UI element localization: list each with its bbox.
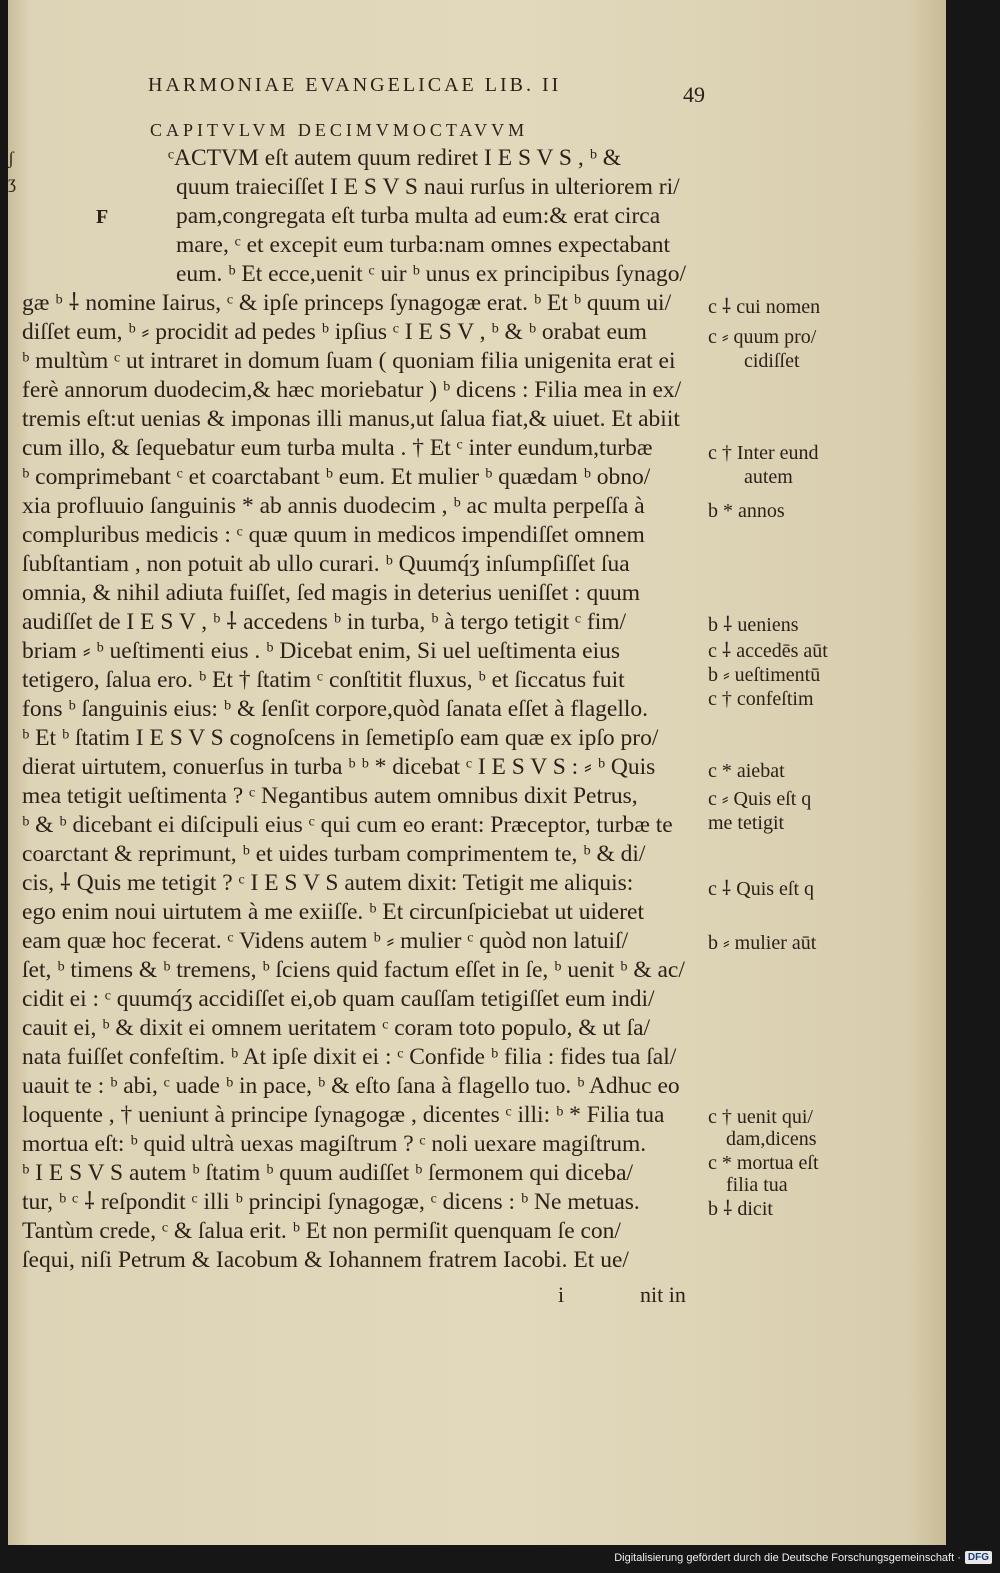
margin-note: c * aiebat <box>708 760 785 782</box>
margin-note: autem <box>744 466 793 488</box>
text-line: cidit ei : ᶜ quumq́ʒ accidiſſet ei,ob quam cauſſam tetigiſſet eum indi/ <box>22 986 655 1012</box>
margin-note: filia tua <box>726 1174 788 1196</box>
book-page <box>8 0 946 1545</box>
text-line: ſubſtantiam , non potuit ab ullo curari. ᵇ Quumq́ʒ inſumpſiſſet ſua <box>22 551 630 577</box>
text-line: tur, ᵇ ᶜ ⸸ reſpondit ᶜ illi ᵇ principi ſynagogæ, ᶜ dicens : ᵇ Ne metuas. <box>22 1189 640 1215</box>
margin-note: c † confeſtim <box>708 688 814 710</box>
text-line: ſequi, niſi Petrum & Iacobum & Iohannem fratrem Iacobi. Et ue/ <box>22 1247 629 1273</box>
margin-note: b ⸗ ueſtimentū <box>708 664 821 686</box>
text-line: eam quæ hoc fecerat. ᶜ Videns autem ᵇ ⸗ mulier ᶜ quòd non latuiſ/ <box>22 928 629 954</box>
margin-note: cidiſſet <box>744 350 800 372</box>
margin-note: b ⸗ mulier aūt <box>708 932 817 954</box>
text-line: xia profluuio ſanguinis * ab annis duodecim , ᵇ ac multa perpeſſa à <box>22 493 645 519</box>
text-line: ᵇ comprimebant ᶜ et coarctabant ᵇ eum. Et mulier ᵇ quædam ᵇ obno/ <box>22 464 651 490</box>
text-line: omnia, & nihil adiuta fuiſſet, ſed magis in deterius ueniſſet : quum <box>22 580 641 606</box>
margin-note: c ⸸ cui nomen <box>708 296 821 318</box>
page-number: 49 <box>683 82 705 107</box>
text-line: fons ᵇ ſanguinis eius: ᵇ & ſenſit corpore,quòd ſanata eſſet à flagello. <box>22 696 649 722</box>
catchword: nit in <box>640 1282 686 1307</box>
text-line: nata fuiſſet confeſtim. ᵇ At ipſe dixit ei : ᶜ Confide ᵇ filia : fides tua ſal/ <box>22 1044 677 1070</box>
margin-note: c † uenit qui/ <box>708 1106 813 1128</box>
margin-note: c * mortua eſt <box>708 1152 819 1174</box>
text-line: ᵇ & ᵇ dicebant ei diſcipuli eius ᶜ qui cum eo erant: Præceptor, turbæ te <box>22 812 673 838</box>
text-line: loquente , † ueniunt à principe ſynagogæ , dicentes ᶜ illi: ᵇ * Filia tua <box>22 1102 665 1128</box>
text-line: uauit te : ᵇ abi, ᶜ uade ᵇ in pace, ᵇ & eſto ſana à flagello tuo. ᵇ Adhuc eo <box>22 1073 680 1099</box>
text-line: diſſet eum, ᵇ ⸗ procidit ad pedes ᵇ ipſius ᶜ I E S V , ᵇ & ᵇ orabat eum <box>22 319 647 345</box>
text-line: ſet, ᵇ timens & ᵇ tremens, ᵇ ſciens quid factum eſſet in ſe, ᵇ uenit ᵇ & ac/ <box>22 957 685 983</box>
running-head: HARMONIAE EVANGELICAE LIB. II <box>148 74 562 96</box>
margin-note: c † Inter eund <box>708 442 819 464</box>
margin-note: b ⸸ dicit <box>708 1198 773 1220</box>
margin-note: c ⸗ quum pro/ <box>708 326 817 348</box>
text-line: audiſſet de I E S V , ᵇ ⸸ accedens ᵇ in turba, ᵇ à tergo tetigit ᶜ fim/ <box>22 609 627 635</box>
text-line: ᵇ Et ᵇ ſtatim I E S V S cognoſcens in ſemetipſo eam quæ ex ipſo pro/ <box>22 725 659 751</box>
margin-note: b * annos <box>708 500 785 522</box>
dfg-logo-icon: DFG <box>965 1551 992 1564</box>
text-line: mea tetigit ueſtimenta ? ᶜ Negantibus autem omnibus dixit Petrus, <box>22 783 638 809</box>
text-line: briam ⸗ ᵇ ueſtimenti eius . ᵇ Dicebat enim, Si uel ueſtimenta eius <box>22 638 620 664</box>
signature-mark: i <box>558 1282 565 1307</box>
text-line: dierat uirtutem, conuerſus in turba ᵇ ᵇ * dicebat ᶜ I E S V S : ⸗ ᵇ Quis <box>22 754 656 780</box>
text-line: cum illo, & ſequebatur eum turba multa . † Et ᶜ inter eundum,turbæ <box>22 435 653 461</box>
text-line: ᵇ multùm ᶜ ut intraret in domum ſuam ( quoniam filia unigenita erat ei <box>22 348 676 374</box>
text-line: mortua eſt: ᵇ quid ultrà uexas magiſtrum ? ᶜ noli uexare magiſtrum. <box>22 1131 647 1157</box>
text-line: pam,congregata eſt turba multa ad eum:& erat circa <box>176 203 661 229</box>
text-line: ego enim noui uirtutem à me exiiſſe. ᵇ Et circunſpiciebat ut uideret <box>22 899 644 925</box>
chapter-title: CAPITVLVM DECIMVMOCTAVVM <box>150 120 529 140</box>
margin-note: c ⸸ Quis eſt q <box>708 878 815 900</box>
digitization-credit <box>614 1551 992 1564</box>
text-line: ᵇ I E S V S autem ᵇ ſtatim ᵇ quum audiſſet ᵇ ſermonem qui diceba/ <box>22 1160 634 1186</box>
gutter-mark: ʃ <box>8 148 14 168</box>
margin-note: dam,dicens <box>726 1128 817 1150</box>
margin-section-letter: F <box>96 206 109 228</box>
margin-note: c ⸗ Quis eſt q <box>708 788 812 810</box>
text-line: eum. ᵇ Et ecce,uenit ᶜ uir ᵇ unus ex principibus ſynago/ <box>176 261 687 287</box>
text-line: ᶜACTVM eſt autem quum rediret I E S V S , ᵇ & <box>168 145 622 171</box>
text-line: ferè annorum duodecim,& hæc moriebatur ) ᵇ dicens : Filia mea in ex/ <box>22 377 682 403</box>
footer-text: Digitalisierung gefördert durch die Deutsche Forschungsgemeinschaft · <box>614 1551 961 1564</box>
margin-note: me tetigit <box>708 812 785 834</box>
gutter-mark: ʒ <box>8 172 16 192</box>
text-line: gæ ᵇ ⸸ nomine Iairus, ᶜ & ipſe princeps ſynagogæ erat. ᵇ Et ᵇ quum ui/ <box>22 290 672 316</box>
text-line: cis, ⸸ Quis me tetigit ? ᶜ I E S V S autem dixit: Tetigit me aliquis: <box>22 870 634 896</box>
text-line: compluribus medicis : ᶜ quæ quum in medicos impendiſſet omnem <box>22 522 645 548</box>
text-line: tetigero, ſalua ero. ᵇ Et † ſtatim ᶜ conſtitit fluxus, ᵇ et ſiccatus fuit <box>22 667 625 693</box>
text-line: cauit ei, ᵇ & dixit ei omnem ueritatem ᶜ coram toto populo, & ut ſa/ <box>22 1015 651 1041</box>
text-line: tremis eſt:ut uenias & imponas illi manus,ut ſalua fiat,& uiuet. Et abiit <box>22 406 680 432</box>
margin-note: c ⸸ accedēs aūt <box>708 640 828 662</box>
text-line: mare, ᶜ et excepit eum turba:nam omnes expectabant <box>176 232 671 258</box>
text-line: Tantùm crede, ᶜ & ſalua erit. ᵇ Et non permiſit quenquam ſe con/ <box>22 1218 621 1244</box>
margin-note: b ⸸ ueniens <box>708 614 799 636</box>
text-line: quum traieciſſet I E S V S naui rurſus in ulteriorem ri/ <box>176 174 680 200</box>
text-line: coarctant & reprimunt, ᵇ et uides turbam comprimentem te, ᵇ & di/ <box>22 841 646 867</box>
